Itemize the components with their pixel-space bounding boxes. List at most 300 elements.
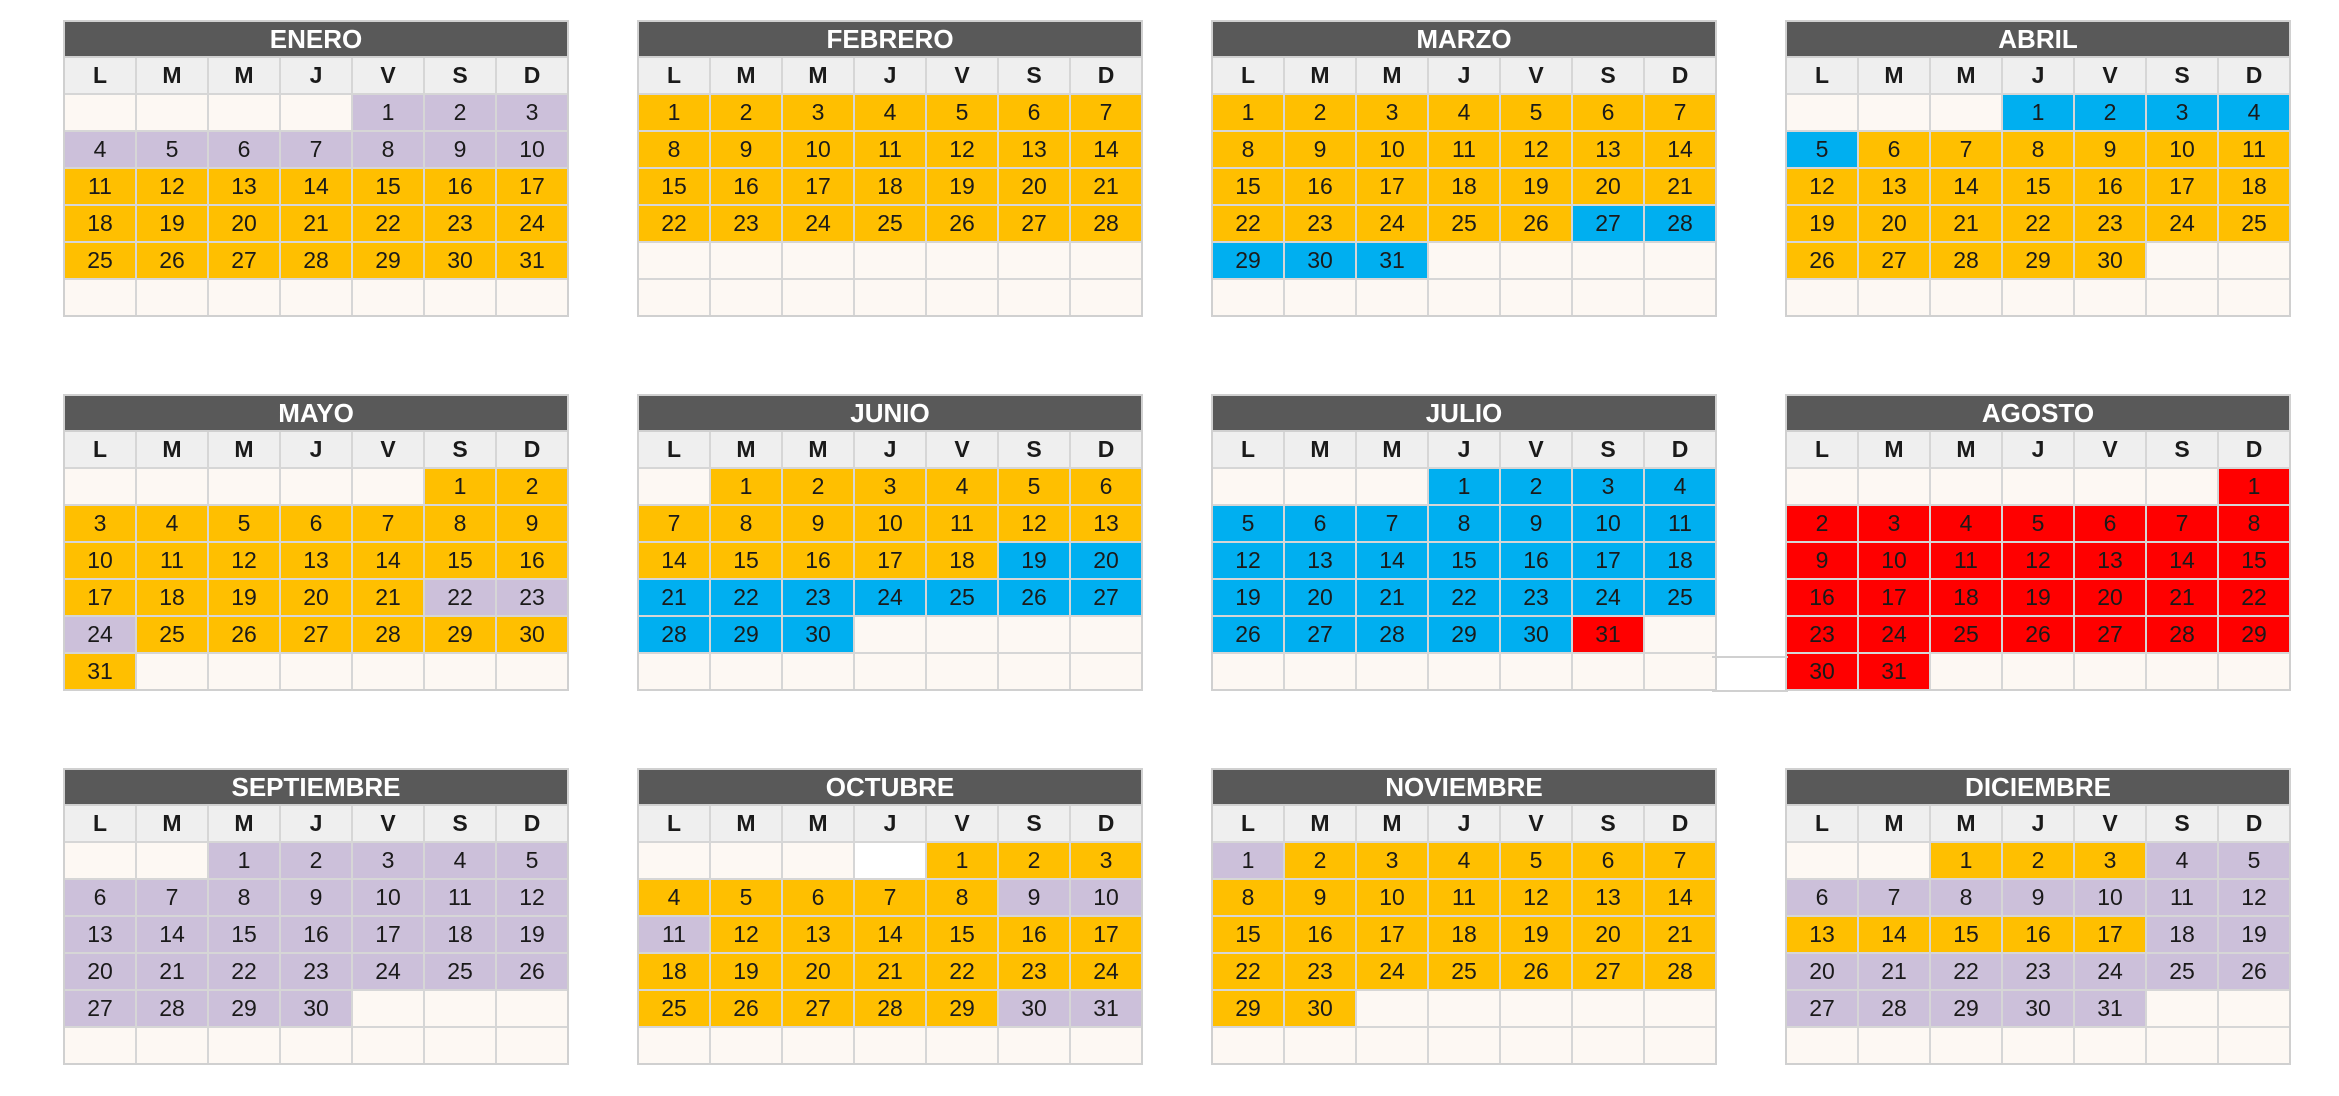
month-grid [65, 806, 567, 1063]
day-cell: 6 [65, 880, 135, 915]
day-cell: 10 [855, 506, 925, 541]
day-cell: 2 [1501, 469, 1571, 504]
day-cell: 9 [783, 506, 853, 541]
day-cell: 14 [1931, 169, 2001, 204]
empty-cell [711, 1028, 781, 1063]
month-title: OCTUBRE [639, 770, 1141, 806]
day-cell: 15 [2219, 543, 2289, 578]
day-cell: 16 [999, 917, 1069, 952]
day-cell: 6 [1573, 843, 1643, 878]
empty-cell [209, 654, 279, 689]
month-septiembre [63, 768, 569, 1065]
day-cell: 9 [497, 506, 567, 541]
day-cell: 19 [209, 580, 279, 615]
day-cell: 24 [1357, 954, 1427, 989]
empty-cell [1429, 654, 1499, 689]
day-cell: 3 [1357, 843, 1427, 878]
day-cell: 8 [2003, 132, 2073, 167]
weekday-header: D [497, 806, 567, 841]
empty-cell [353, 1028, 423, 1063]
day-cell: 23 [2003, 954, 2073, 989]
weekday-header: M [1357, 58, 1427, 93]
day-cell: 22 [209, 954, 279, 989]
day-cell: 24 [1357, 206, 1427, 241]
day-cell: 7 [1357, 506, 1427, 541]
empty-cell [999, 243, 1069, 278]
empty-cell [1645, 1028, 1715, 1063]
empty-cell [2147, 469, 2217, 504]
day-cell: 15 [1429, 543, 1499, 578]
day-cell: 15 [1213, 169, 1283, 204]
empty-cell [353, 469, 423, 504]
empty-cell [2219, 1028, 2289, 1063]
day-cell: 26 [1501, 954, 1571, 989]
month-grid [65, 58, 567, 315]
day-cell: 1 [209, 843, 279, 878]
empty-cell [1931, 469, 2001, 504]
day-cell: 18 [1645, 543, 1715, 578]
day-cell: 3 [855, 469, 925, 504]
empty-cell [1787, 843, 1857, 878]
day-cell: 20 [1573, 169, 1643, 204]
day-cell: 14 [639, 543, 709, 578]
empty-cell [1859, 469, 1929, 504]
day-cell: 18 [2147, 917, 2217, 952]
day-cell: 9 [1285, 880, 1355, 915]
weekday-header: L [1213, 432, 1283, 467]
empty-cell [137, 469, 207, 504]
day-cell: 11 [137, 543, 207, 578]
day-cell: 19 [927, 169, 997, 204]
day-cell: 18 [1931, 580, 2001, 615]
day-cell: 29 [2003, 243, 2073, 278]
day-cell: 29 [927, 991, 997, 1026]
weekday-header: M [1285, 432, 1355, 467]
day-cell: 11 [425, 880, 495, 915]
day-cell: 25 [1645, 580, 1715, 615]
day-cell: 25 [425, 954, 495, 989]
day-cell: 26 [711, 991, 781, 1026]
day-cell: 29 [353, 243, 423, 278]
day-cell: 11 [1931, 543, 2001, 578]
weekday-header: S [999, 58, 1069, 93]
day-cell: 11 [1645, 506, 1715, 541]
weekday-header: V [927, 806, 997, 841]
month-grid [639, 806, 1141, 1063]
empty-cell [2003, 654, 2073, 689]
month-grid [1213, 806, 1715, 1063]
weekday-header: D [2219, 58, 2289, 93]
day-cell: 25 [639, 991, 709, 1026]
day-cell: 8 [425, 506, 495, 541]
empty-cell [209, 95, 279, 130]
empty-cell [425, 1028, 495, 1063]
weekday-header: D [1645, 58, 1715, 93]
day-cell: 11 [2147, 880, 2217, 915]
weekday-header: S [2147, 432, 2217, 467]
weekday-header: M [137, 432, 207, 467]
day-cell: 21 [281, 206, 351, 241]
day-cell: 27 [999, 206, 1069, 241]
weekday-header: J [1429, 432, 1499, 467]
day-cell: 7 [353, 506, 423, 541]
day-cell: 26 [2219, 954, 2289, 989]
empty-cell [1501, 991, 1571, 1026]
day-cell: 26 [1213, 617, 1283, 652]
empty-cell [281, 95, 351, 130]
day-cell: 15 [1213, 917, 1283, 952]
day-cell: 18 [927, 543, 997, 578]
empty-cell [783, 843, 853, 878]
empty-cell [1213, 1028, 1283, 1063]
day-cell: 15 [2003, 169, 2073, 204]
day-cell: 15 [353, 169, 423, 204]
empty-cell [1357, 1028, 1427, 1063]
day-cell: 10 [1573, 506, 1643, 541]
day-cell: 12 [2219, 880, 2289, 915]
day-cell: 16 [1501, 543, 1571, 578]
empty-cell [209, 1028, 279, 1063]
empty-cell [855, 280, 925, 315]
weekday-header: L [65, 806, 135, 841]
day-cell: 30 [281, 991, 351, 1026]
weekday-header: V [2075, 58, 2145, 93]
weekday-header: M [711, 58, 781, 93]
day-cell: 12 [137, 169, 207, 204]
day-cell: 30 [497, 617, 567, 652]
day-cell: 7 [1645, 843, 1715, 878]
weekday-header: J [281, 432, 351, 467]
day-cell: 20 [65, 954, 135, 989]
empty-cell [927, 243, 997, 278]
weekday-header: M [1859, 58, 1929, 93]
empty-cell [497, 991, 567, 1026]
day-cell: 10 [2075, 880, 2145, 915]
day-cell: 6 [281, 506, 351, 541]
day-cell: 7 [137, 880, 207, 915]
empty-cell [425, 654, 495, 689]
weekday-header: L [65, 58, 135, 93]
empty-cell [1357, 654, 1427, 689]
day-cell: 8 [209, 880, 279, 915]
weekday-header: L [1213, 58, 1283, 93]
day-cell: 10 [353, 880, 423, 915]
empty-cell [1573, 243, 1643, 278]
weekday-header: L [1787, 58, 1857, 93]
day-cell: 13 [1787, 917, 1857, 952]
empty-cell [2075, 654, 2145, 689]
day-cell: 18 [425, 917, 495, 952]
weekday-header: M [1357, 806, 1427, 841]
empty-cell [2003, 469, 2073, 504]
day-cell: 13 [1573, 880, 1643, 915]
day-cell: 3 [783, 95, 853, 130]
weekday-header: M [711, 806, 781, 841]
empty-cell [1859, 280, 1929, 315]
day-cell: 8 [639, 132, 709, 167]
day-cell: 25 [855, 206, 925, 241]
month-title: JULIO [1213, 396, 1715, 432]
empty-cell [281, 1028, 351, 1063]
empty-cell [639, 654, 709, 689]
day-cell: 13 [1285, 543, 1355, 578]
empty-cell [2219, 243, 2289, 278]
empty-cell [1931, 1028, 2001, 1063]
day-cell: 28 [1357, 617, 1427, 652]
day-cell: 24 [65, 617, 135, 652]
day-cell: 27 [65, 991, 135, 1026]
day-cell: 9 [2075, 132, 2145, 167]
weekday-header: M [209, 58, 279, 93]
empty-cell [1573, 1028, 1643, 1063]
empty-cell [1645, 654, 1715, 689]
month-title: ABRIL [1787, 22, 2289, 58]
day-cell: 16 [1787, 580, 1857, 615]
empty-cell [65, 469, 135, 504]
weekday-header: D [2219, 806, 2289, 841]
day-cell: 22 [353, 206, 423, 241]
empty-cell [65, 843, 135, 878]
day-cell: 15 [1931, 917, 2001, 952]
day-cell: 1 [1429, 469, 1499, 504]
weekday-header: S [999, 432, 1069, 467]
weekday-header: V [353, 58, 423, 93]
month-mayo [63, 394, 569, 691]
weekday-header: J [281, 806, 351, 841]
empty-cell [927, 617, 997, 652]
day-cell: 11 [1429, 132, 1499, 167]
day-cell: 12 [209, 543, 279, 578]
weekday-header: D [497, 58, 567, 93]
empty-cell [999, 1028, 1069, 1063]
empty-cell [1859, 1028, 1929, 1063]
day-cell: 30 [1285, 243, 1355, 278]
month-grid [1787, 432, 2289, 689]
empty-cell [1071, 280, 1141, 315]
weekday-header: S [999, 806, 1069, 841]
day-cell: 28 [2147, 617, 2217, 652]
empty-cell [999, 617, 1069, 652]
day-cell: 17 [2147, 169, 2217, 204]
day-cell: 13 [209, 169, 279, 204]
day-cell: 17 [1357, 169, 1427, 204]
day-cell: 24 [783, 206, 853, 241]
day-cell: 26 [497, 954, 567, 989]
day-cell: 4 [855, 95, 925, 130]
day-cell: 6 [999, 95, 1069, 130]
month-abril [1785, 20, 2291, 317]
weekday-header: S [425, 58, 495, 93]
day-cell: 3 [1071, 843, 1141, 878]
day-cell: 15 [209, 917, 279, 952]
day-cell: 25 [65, 243, 135, 278]
weekday-header: L [639, 806, 709, 841]
day-cell: 6 [783, 880, 853, 915]
empty-cell [1213, 469, 1283, 504]
weekday-header: J [281, 58, 351, 93]
empty-cell [1285, 280, 1355, 315]
day-cell: 12 [711, 917, 781, 952]
month-title: DICIEMBRE [1787, 770, 2289, 806]
weekday-header: V [1501, 58, 1571, 93]
july-august-connector [1712, 656, 1788, 692]
day-cell: 3 [2075, 843, 2145, 878]
empty-cell [1931, 654, 2001, 689]
empty-cell [209, 469, 279, 504]
day-cell: 25 [137, 617, 207, 652]
day-cell: 27 [2075, 617, 2145, 652]
empty-cell [2075, 1028, 2145, 1063]
empty-cell [1071, 617, 1141, 652]
day-cell: 14 [137, 917, 207, 952]
day-cell: 13 [2075, 543, 2145, 578]
weekday-header: D [1071, 806, 1141, 841]
day-cell: 24 [353, 954, 423, 989]
day-cell: 30 [1285, 991, 1355, 1026]
day-cell: 17 [1859, 580, 1929, 615]
day-cell: 20 [1787, 954, 1857, 989]
day-cell: 10 [65, 543, 135, 578]
day-cell: 18 [855, 169, 925, 204]
day-cell: 18 [2219, 169, 2289, 204]
day-cell: 19 [1213, 580, 1283, 615]
day-cell: 27 [281, 617, 351, 652]
day-cell: 19 [1787, 206, 1857, 241]
day-cell: 6 [1285, 506, 1355, 541]
empty-cell [497, 1028, 567, 1063]
day-cell: 17 [1071, 917, 1141, 952]
day-cell: 25 [1931, 617, 2001, 652]
day-cell: 17 [783, 169, 853, 204]
month-grid [1787, 806, 2289, 1063]
month-enero [63, 20, 569, 317]
day-cell: 10 [783, 132, 853, 167]
empty-cell [1501, 654, 1571, 689]
empty-cell [855, 617, 925, 652]
weekday-header: S [425, 432, 495, 467]
day-cell: 31 [65, 654, 135, 689]
empty-cell [65, 280, 135, 315]
empty-cell [1213, 280, 1283, 315]
empty-cell [1071, 654, 1141, 689]
day-cell: 22 [1429, 580, 1499, 615]
weekday-header: L [65, 432, 135, 467]
day-cell: 26 [209, 617, 279, 652]
day-cell: 28 [1859, 991, 1929, 1026]
empty-cell [1501, 1028, 1571, 1063]
day-cell: 21 [1859, 954, 1929, 989]
day-cell: 2 [999, 843, 1069, 878]
weekday-header: V [353, 432, 423, 467]
empty-cell [927, 1028, 997, 1063]
day-cell: 24 [1859, 617, 1929, 652]
day-cell: 21 [353, 580, 423, 615]
day-cell: 31 [1859, 654, 1929, 689]
day-cell: 13 [999, 132, 1069, 167]
day-cell: 1 [639, 95, 709, 130]
day-cell: 29 [425, 617, 495, 652]
empty-cell [1285, 654, 1355, 689]
day-cell: 20 [1859, 206, 1929, 241]
day-cell: 31 [2075, 991, 2145, 1026]
day-cell: 31 [1573, 617, 1643, 652]
empty-cell [497, 280, 567, 315]
day-cell: 9 [281, 880, 351, 915]
day-cell: 4 [1645, 469, 1715, 504]
day-cell: 9 [425, 132, 495, 167]
day-cell: 28 [1071, 206, 1141, 241]
day-cell: 7 [1859, 880, 1929, 915]
day-cell: 5 [999, 469, 1069, 504]
empty-cell [2147, 280, 2217, 315]
empty-cell [1787, 469, 1857, 504]
day-cell: 9 [2003, 880, 2073, 915]
weekday-header: V [1501, 806, 1571, 841]
day-cell: 13 [65, 917, 135, 952]
day-cell: 4 [2219, 95, 2289, 130]
day-cell: 2 [783, 469, 853, 504]
day-cell: 2 [2075, 95, 2145, 130]
day-cell: 12 [1501, 132, 1571, 167]
day-cell: 10 [1859, 543, 1929, 578]
day-cell: 26 [927, 206, 997, 241]
weekday-header: M [1285, 806, 1355, 841]
empty-cell [1071, 243, 1141, 278]
day-cell: 4 [639, 880, 709, 915]
month-noviembre [1211, 768, 1717, 1065]
empty-cell [353, 280, 423, 315]
empty-cell [1357, 991, 1427, 1026]
empty-cell [1645, 280, 1715, 315]
day-cell: 19 [497, 917, 567, 952]
day-cell: 5 [137, 132, 207, 167]
empty-cell [425, 991, 495, 1026]
day-cell: 22 [2003, 206, 2073, 241]
day-cell: 7 [855, 880, 925, 915]
empty-cell [639, 1028, 709, 1063]
day-cell: 8 [1429, 506, 1499, 541]
day-cell: 28 [137, 991, 207, 1026]
day-cell: 23 [425, 206, 495, 241]
month-title: MAYO [65, 396, 567, 432]
empty-cell [353, 654, 423, 689]
day-cell: 20 [783, 954, 853, 989]
empty-cell [1787, 1028, 1857, 1063]
weekday-header: M [209, 432, 279, 467]
weekday-header: J [1429, 58, 1499, 93]
month-title: JUNIO [639, 396, 1141, 432]
day-cell: 3 [1357, 95, 1427, 130]
day-cell: 19 [711, 954, 781, 989]
day-cell: 26 [1501, 206, 1571, 241]
day-cell: 17 [1573, 543, 1643, 578]
day-cell: 28 [1645, 206, 1715, 241]
empty-cell [65, 95, 135, 130]
day-cell: 31 [1357, 243, 1427, 278]
weekday-header: D [1071, 58, 1141, 93]
day-cell: 14 [281, 169, 351, 204]
weekday-header: J [855, 58, 925, 93]
day-cell: 3 [1859, 506, 1929, 541]
day-cell: 21 [1645, 917, 1715, 952]
day-cell: 19 [999, 543, 1069, 578]
day-cell: 3 [1573, 469, 1643, 504]
day-cell: 6 [1859, 132, 1929, 167]
empty-cell [2003, 1028, 2073, 1063]
day-cell: 30 [999, 991, 1069, 1026]
day-cell: 8 [927, 880, 997, 915]
day-cell: 22 [639, 206, 709, 241]
